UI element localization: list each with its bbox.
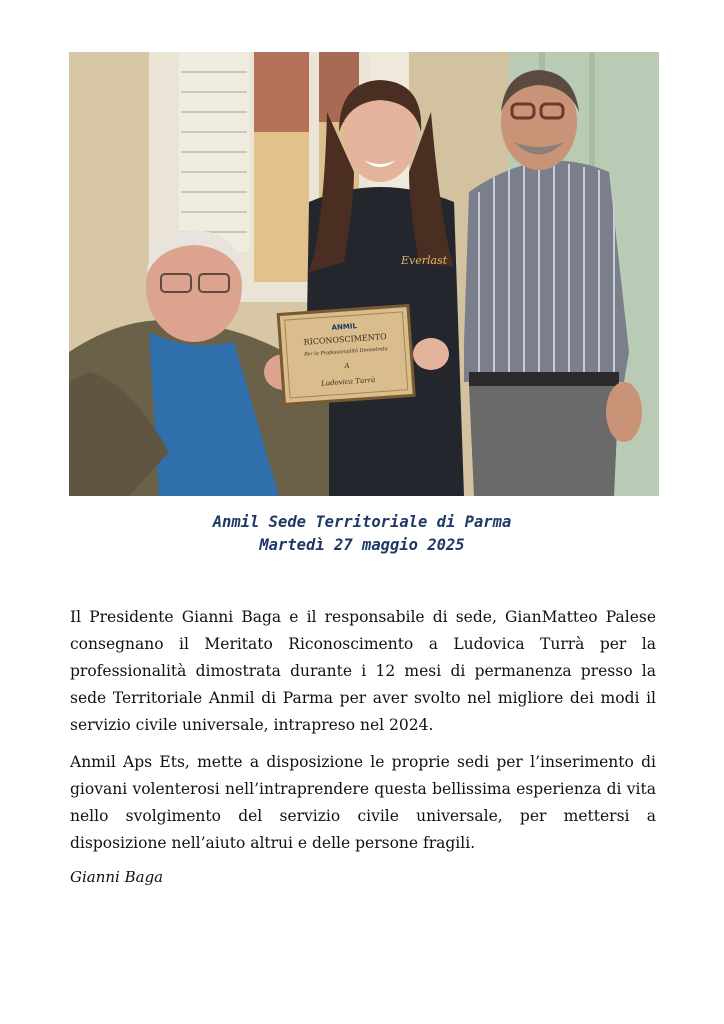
caption-line-2: Martedì 27 maggio 2025 (259, 536, 465, 554)
sweatshirt-logo: Everlast (401, 254, 448, 267)
certificate (278, 305, 414, 404)
certificate-logo: ANMIL (331, 322, 358, 332)
ceremony-photo (69, 52, 659, 496)
caption-line-1: Anmil Sede Territoriale di Parma (212, 513, 512, 531)
signature: Gianni Baga (70, 868, 164, 886)
certificate-subtitle: Per la Professionalità Dimostrata (303, 346, 389, 358)
paragraph-2: Anmil Aps Ets, mette a disposizione le proprie sedi per l’inserimento di giovani volenterosi nell’intraprendere questa bellissima esperienza di vita nello svolgimento del servizio civile universale, per mettersi a disposizione nell’aiuto altrui e delle persone fragili. (70, 753, 656, 852)
photo-caption (0, 511, 724, 557)
certificate-to: A (344, 361, 350, 371)
certificate-recipient: Ludovica Turrà (320, 375, 376, 388)
paragraph-1: Il Presidente Gianni Baga e il responsabile di sede, GianMatteo Palese consegnano il Meritato Riconoscimento a Ludovica Turrà per la professionalità dimostrata durante i 12 mesi di permanenza presso la sede Territoriale Anmil di Parma per aver svolto nel migliore dei modi il servizio civile universale, intrapreso nel 2024. (70, 608, 656, 734)
certificate-title: RICONOSCIMENTO (303, 332, 387, 347)
article-body (70, 604, 656, 867)
photo-illustration (69, 52, 659, 496)
